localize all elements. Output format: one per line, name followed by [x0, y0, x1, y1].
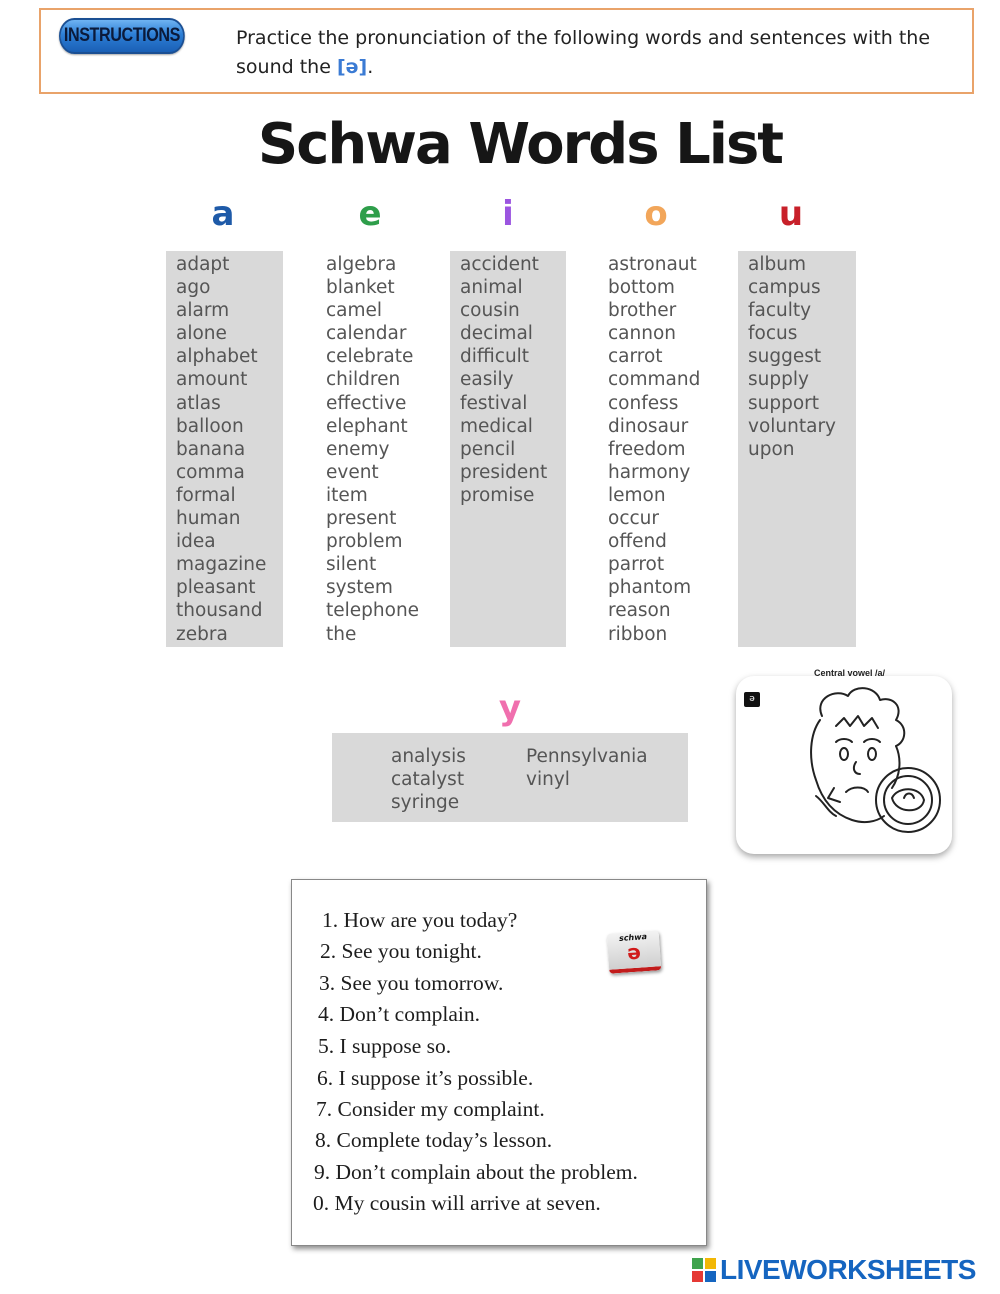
word-item: upon — [748, 438, 795, 460]
word-item: support — [748, 392, 820, 414]
word-item: occur — [608, 508, 659, 530]
word-item: brother — [608, 300, 677, 322]
practice-sentences-card — [291, 879, 707, 1246]
sentence: 5. I suppose so. — [318, 1034, 452, 1058]
word-item: album — [748, 254, 806, 275]
word-item: celebrate — [326, 346, 414, 368]
instructions-sentence: Practice the pronunciation of the following words and sentences with the sound the — [236, 27, 931, 78]
word-item: thousand — [176, 600, 263, 622]
word-item: suggest — [748, 346, 822, 368]
sentence: 2. See you tonight. — [320, 939, 482, 963]
word-item: item — [326, 484, 368, 506]
word-item: children — [326, 369, 401, 391]
word-item: event — [326, 461, 379, 483]
word-item: amount — [176, 369, 248, 391]
word-column-o — [598, 251, 723, 647]
sentence: 1. How are you today? — [322, 908, 518, 932]
word-item: ribbon — [608, 623, 668, 645]
word-item: comma — [176, 461, 245, 483]
word-item: harmony — [608, 461, 691, 483]
sentence: 0. My cousin will arrive at seven. — [313, 1191, 601, 1215]
word-item: formal — [176, 484, 236, 506]
word-item: carrot — [608, 346, 663, 368]
vowel-heading-y: y — [498, 688, 522, 728]
word-item: magazine — [176, 554, 267, 576]
word-item: parrot — [608, 554, 665, 576]
word-item: adapt — [176, 254, 230, 275]
word-column-u — [738, 251, 856, 647]
word-item: idea — [176, 531, 216, 553]
sentence: 4. Don’t complain. — [318, 1002, 481, 1026]
word-item: dinosaur — [608, 415, 689, 437]
schwa-button-label: schwa — [618, 932, 648, 944]
word-item: faculty — [748, 300, 812, 322]
word-item: alone — [176, 323, 227, 345]
word-item: alphabet — [176, 346, 258, 368]
word-item: elephant — [326, 415, 408, 437]
word-item: command — [608, 369, 701, 391]
word-item: camel — [326, 300, 383, 322]
word-item: festival — [460, 392, 528, 414]
schwa-symbol: [ə] — [336, 56, 368, 78]
word-item: problem — [326, 531, 403, 553]
word-item: lemon — [608, 484, 666, 506]
word-item: pleasant — [176, 577, 256, 599]
word-item: cannon — [608, 323, 677, 345]
sentence: 8. Complete today’s lesson. — [315, 1128, 553, 1152]
mouth-illustration-card — [736, 668, 952, 854]
sentence: 9. Don’t complain about the problem. — [314, 1160, 638, 1184]
word-item: decimal — [460, 323, 533, 345]
word-column-e — [316, 251, 441, 647]
word-item: the — [326, 623, 357, 645]
instructions-text — [236, 24, 936, 82]
y-word: catalyst — [391, 769, 465, 790]
word-item: atlas — [176, 392, 221, 414]
word-column-a — [166, 251, 283, 647]
word-column-i — [450, 251, 566, 647]
word-item: offend — [608, 531, 667, 553]
word-item: system — [326, 577, 393, 599]
instructions-box — [39, 8, 974, 94]
word-item: pencil — [460, 438, 516, 460]
word-item: focus — [748, 323, 798, 345]
word-item: ago — [176, 277, 211, 299]
y-word: Pennsylvania — [526, 746, 648, 767]
word-item: voluntary — [748, 415, 837, 437]
word-item: alarm — [176, 300, 230, 322]
word-item: present — [326, 508, 397, 530]
word-item: zebra — [176, 623, 228, 645]
word-item: blanket — [326, 277, 395, 299]
vowel-heading-o: o — [644, 194, 668, 234]
schwa-button-symbol: ə — [626, 939, 642, 965]
page-title: Schwa Words List — [257, 112, 783, 177]
word-item: silent — [326, 554, 377, 576]
word-item: effective — [326, 392, 407, 414]
instructions-label: INSTRUCTIONS — [59, 18, 185, 54]
word-item: medical — [460, 415, 533, 437]
boy-face-icon — [736, 676, 952, 854]
word-item: difficult — [460, 346, 530, 368]
vowel-heading-e: e — [358, 194, 382, 234]
illustration-caption: Central vowel /a/ — [814, 668, 886, 678]
y-word: analysis — [391, 746, 466, 767]
word-item: accident — [460, 254, 539, 275]
sentence: 3. See you tomorrow. — [319, 971, 504, 995]
brand-name: LIVEWORKSHEETS — [720, 1254, 976, 1285]
word-item: telephone — [326, 600, 420, 622]
word-item: enemy — [326, 438, 390, 460]
vowel-heading-i: i — [502, 194, 514, 234]
sentence: 6. I suppose it’s possible. — [317, 1066, 534, 1090]
word-item: confess — [608, 392, 679, 414]
word-item: promise — [460, 484, 535, 506]
word-item: banana — [176, 438, 246, 460]
word-item: animal — [460, 277, 523, 299]
word-item: human — [176, 508, 241, 530]
liveworksheets-brand[interactable] — [692, 1255, 976, 1285]
word-item: calendar — [326, 323, 407, 345]
word-item: bottom — [608, 277, 675, 299]
word-item: reason — [608, 600, 671, 622]
word-item: phantom — [608, 577, 692, 599]
word-item: cousin — [460, 300, 520, 322]
vowel-heading-u: u — [778, 194, 804, 234]
word-item: supply — [748, 369, 809, 391]
word-item: freedom — [608, 438, 686, 460]
liveworksheets-logo-icon — [692, 1258, 716, 1282]
schwa-audio-button[interactable] — [607, 930, 662, 974]
sentence: 7. Consider my complaint. — [316, 1097, 545, 1121]
schwa-badge-icon: ə — [744, 692, 760, 707]
word-item: algebra — [326, 254, 397, 275]
word-item: campus — [748, 277, 821, 299]
y-word-box — [332, 733, 688, 822]
word-item: president — [460, 461, 548, 483]
word-item: balloon — [176, 415, 244, 437]
instructions-period: . — [367, 56, 374, 78]
word-item: astronaut — [608, 254, 697, 275]
y-word: vinyl — [526, 769, 570, 790]
word-item: easily — [460, 369, 514, 391]
vowel-heading-a: a — [211, 194, 235, 234]
y-word: syringe — [391, 792, 460, 813]
